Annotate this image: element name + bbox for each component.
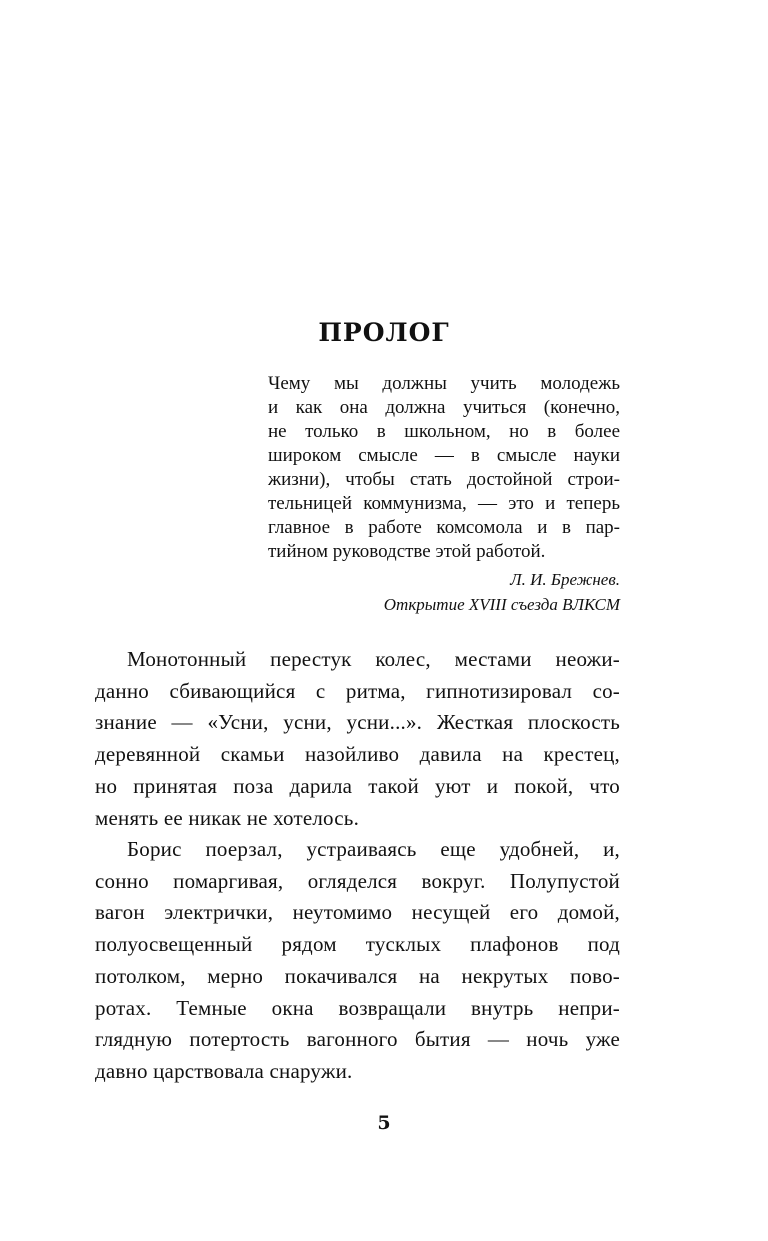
epigraph-line: тийном руководстве этой работой.: [268, 541, 546, 562]
paragraph-line: менять ее никак не хотелось.: [95, 805, 360, 830]
epigraph-line: жизни), чтобы стать достойной строи-: [268, 469, 620, 490]
epigraph-source: Открытие XVIII съезда ВЛКСМ: [383, 595, 620, 614]
paragraph-line: Борис поерзал, устраиваясь еще удобней, и,: [127, 837, 620, 861]
paragraph-line: но принятая поза дарила такой уют и покой, что: [95, 773, 620, 798]
paragraph: [95, 644, 620, 834]
paragraph-line: знание — «Усни, усни, усни...». Жесткая плоскость: [95, 710, 620, 735]
epigraph-line: широком смысле — в смысле науки: [268, 445, 620, 466]
epigraph-line: Чему мы должны учить молодежь: [268, 373, 620, 394]
page-number: 5: [377, 1112, 391, 1134]
paragraph: [95, 834, 620, 1088]
paragraph-line: полуосвещенный рядом тусклых плафонов под: [95, 932, 620, 957]
epigraph-author: Л. И. Брежнев.: [510, 570, 620, 589]
paragraph-line: деревянной скамьи назойливо давила на крестец,: [95, 742, 620, 767]
chapter-title: ПРОЛОГ: [318, 318, 450, 347]
paragraph-line: сонно помаргивая, огляделся вокруг. Полупустой: [95, 868, 620, 893]
epigraph: [268, 372, 620, 564]
epigraph-line: и как она должна учиться (конечно,: [268, 397, 620, 418]
paragraph-line: ротах. Темные окна возвращали внутрь непри-: [95, 995, 620, 1020]
paragraph-line: Монотонный перестук колес, местами неожи-: [127, 647, 620, 671]
paragraph-line: данно сбивающийся с ритма, гипнотизировал со-: [95, 678, 620, 703]
epigraph-line: тельницей коммунизма, — это и теперь: [268, 493, 620, 514]
paragraph-line: глядную потертость вагонного бытия — ночь уже: [95, 1027, 620, 1052]
paragraph-line: потолком, мерно покачивался на некрутых пово-: [95, 963, 620, 988]
epigraph-line: не только в школьном, но в более: [268, 421, 620, 442]
paragraph-line: вагон электрички, неутомимо несущей его домой,: [95, 900, 620, 925]
epigraph-line: главное в работе комсомола и в пар-: [268, 517, 620, 538]
paragraph-line: давно царствовала снаружи.: [95, 1058, 353, 1083]
